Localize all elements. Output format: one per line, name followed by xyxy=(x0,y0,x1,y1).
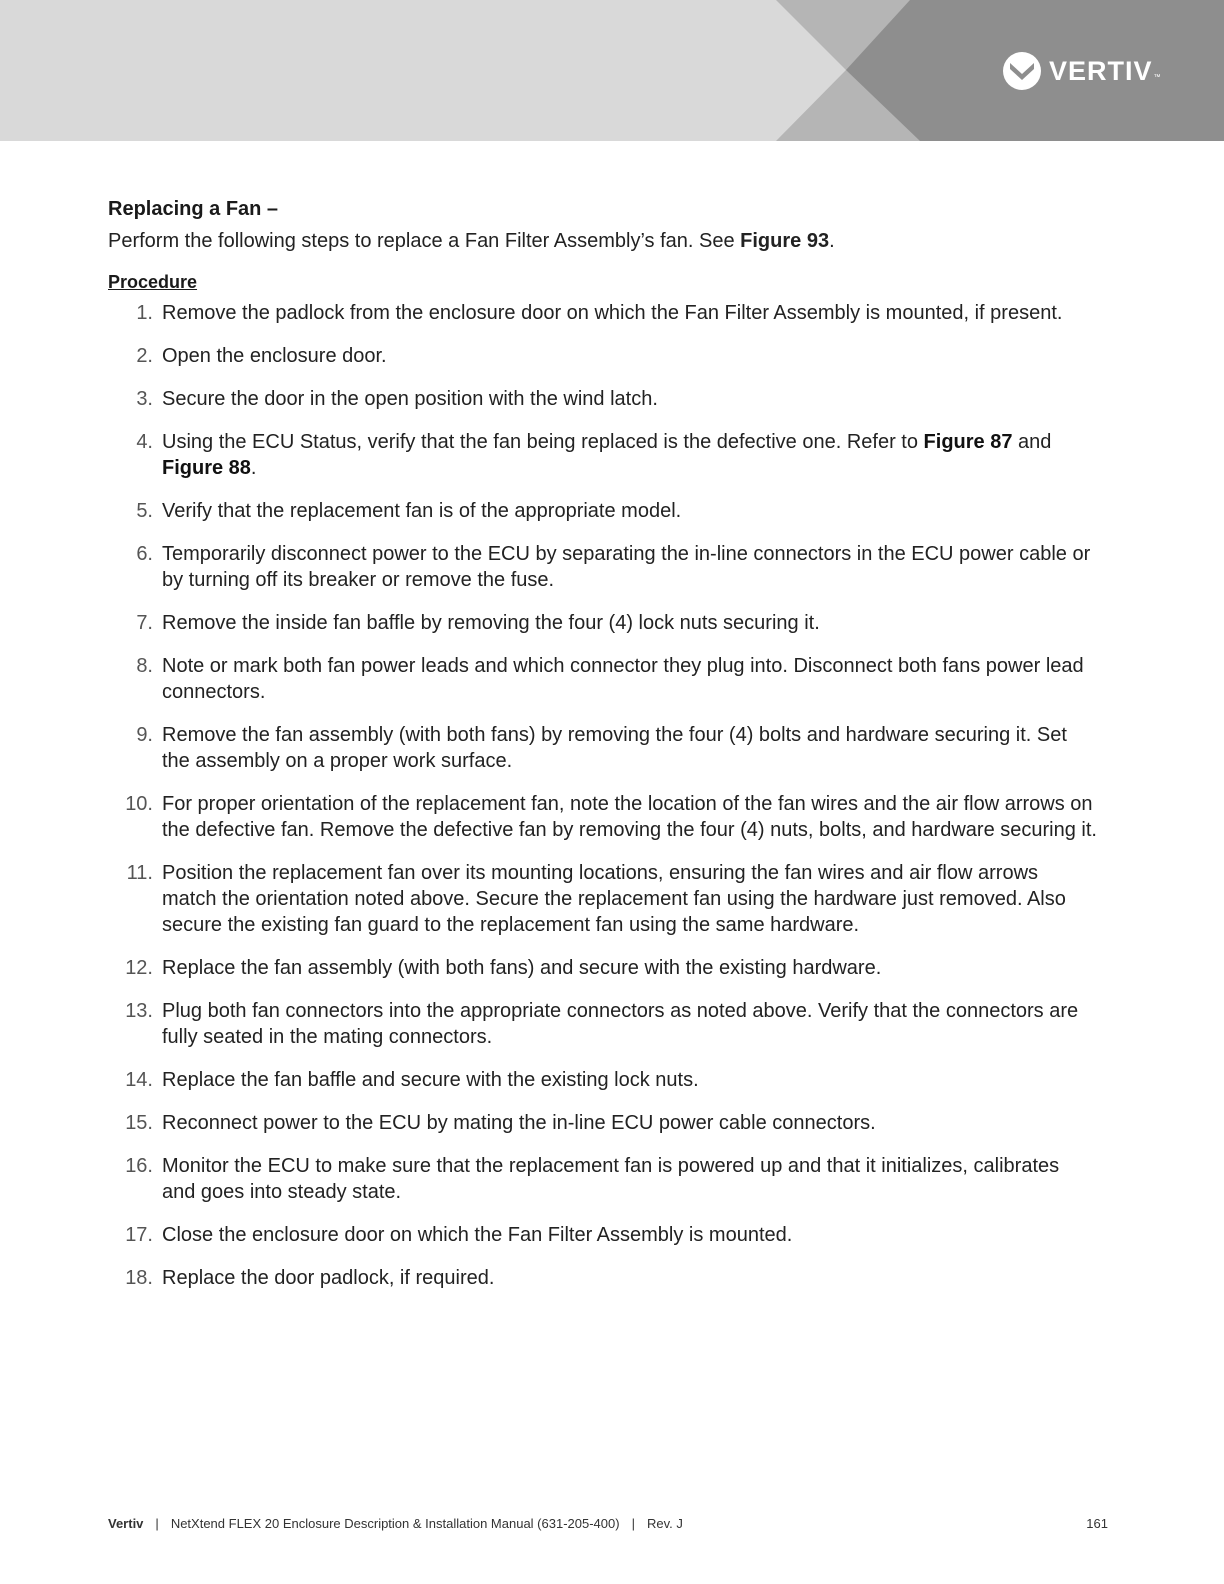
step-text: Replace the door padlock, if required. xyxy=(162,1267,495,1289)
step-number: 11. xyxy=(126,862,153,884)
step-number: 6. xyxy=(136,543,153,565)
step-number: 17. xyxy=(125,1224,153,1246)
footer-revision: Rev. J xyxy=(646,1516,683,1531)
step-number: 18. xyxy=(125,1267,153,1289)
list-item xyxy=(108,722,1108,774)
list-item xyxy=(108,386,1108,412)
vertiv-logo xyxy=(1003,52,1161,90)
step-number: 12. xyxy=(125,957,153,979)
step-number: 16. xyxy=(125,1155,153,1177)
figure-87-reference[interactable]: Figure 87 xyxy=(923,431,1013,453)
step-number: 4. xyxy=(136,431,153,453)
section-title: Replacing a Fan – xyxy=(108,198,279,220)
procedure-steps-list xyxy=(108,300,1108,1291)
list-item xyxy=(108,998,1108,1050)
figure-93-reference[interactable]: Figure 93 xyxy=(740,230,830,252)
logo-wordmark: VERTIV xyxy=(1049,56,1153,86)
step-number: 7. xyxy=(136,612,153,634)
step-text xyxy=(162,429,1108,481)
step-text: Plug both fan connectors into the appropriate connectors as noted above. Verify that the connectors are fully seated in the mating connectors. xyxy=(162,1000,1079,1048)
page-header-band xyxy=(0,0,1224,141)
logo-trademark: ™ xyxy=(1153,74,1161,81)
footer-doc-title: NetXtend FLEX 20 Enclosure Description & Installation Manual (631-205-400) xyxy=(170,1516,620,1531)
step-number: 8. xyxy=(136,655,153,677)
step-number: 9. xyxy=(136,724,153,746)
step-text: Note or mark both fan power leads and which connector they plug into. Disconnect both fans power lead connectors. xyxy=(162,655,1084,703)
list-item xyxy=(108,955,1108,981)
main-content xyxy=(108,196,1108,1308)
list-item xyxy=(108,1222,1108,1248)
list-item xyxy=(108,498,1108,524)
intro-paragraph xyxy=(108,228,1108,254)
step-text-part: Using the ECU Status, verify that the fan being replaced is the defective one. Refer to xyxy=(162,431,924,453)
intro-end: . xyxy=(829,230,835,252)
step-text: Replace the fan baffle and secure with the existing lock nuts. xyxy=(162,1069,699,1091)
list-item xyxy=(108,541,1108,593)
list-item xyxy=(108,1110,1108,1136)
step-number: 2. xyxy=(136,345,153,367)
step-text-part: and xyxy=(1012,431,1052,453)
step-text: Monitor the ECU to make sure that the replacement fan is powered up and that it initializes, calibrates and goes into steady state. xyxy=(162,1155,1060,1203)
step-number: 10. xyxy=(125,793,153,815)
step-text: Close the enclosure door on which the Fan Filter Assembly is mounted. xyxy=(162,1224,793,1246)
footer-brand: Vertiv xyxy=(108,1516,144,1531)
step-text: Replace the fan assembly (with both fans) and secure with the existing hardware. xyxy=(162,957,882,979)
step-text: Remove the padlock from the enclosure door on which the Fan Filter Assembly is mounted, if present. xyxy=(162,302,1063,324)
step-number: 5. xyxy=(136,500,153,522)
step-text: Temporarily disconnect power to the ECU by separating the in-line connectors in the ECU power cable or by turning off its breaker or remove the fuse. xyxy=(162,543,1091,591)
list-item xyxy=(108,653,1108,705)
step-text: Remove the fan assembly (with both fans) by removing the four (4) bolts and hardware securing it. Set the assembly on a proper work surface. xyxy=(162,724,1067,772)
step-text: Remove the inside fan baffle by removing the four (4) lock nuts securing it. xyxy=(162,612,820,634)
step-text: Secure the door in the open position with the wind latch. xyxy=(162,388,658,410)
step-text: Reconnect power to the ECU by mating the in-line ECU power cable connectors. xyxy=(162,1112,876,1134)
step-number: 3. xyxy=(136,388,153,410)
step-number: 14. xyxy=(125,1069,153,1091)
step-number: 1. xyxy=(136,302,153,324)
list-item xyxy=(108,343,1108,369)
footer-separator: | xyxy=(155,1516,159,1531)
vertiv-logo-mark-icon xyxy=(1003,52,1041,90)
list-item xyxy=(108,1153,1108,1205)
step-text: Open the enclosure door. xyxy=(162,345,387,367)
step-text: Verify that the replacement fan is of the appropriate model. xyxy=(162,500,682,522)
page-footer xyxy=(108,1514,1108,1534)
list-item xyxy=(108,1067,1108,1093)
step-text-part: . xyxy=(250,457,257,479)
step-number: 13. xyxy=(125,1000,153,1022)
step-number: 15. xyxy=(125,1112,153,1134)
step-text: For proper orientation of the replacement fan, note the location of the fan wires and the air flow arrows on the defective fan. Remove the defective fan by removing the four (4) nuts, bolts, and hardware securing it. xyxy=(162,793,1097,841)
list-item xyxy=(108,610,1108,636)
step-text: Position the replacement fan over its mounting locations, ensuring the fan wires and air flow arrows match the orientation noted above. Secure the replacement fan using the hardware just removed. Also secure the existing fan guard to the replacement fan using the same hardware. xyxy=(162,862,1066,936)
footer-separator: | xyxy=(631,1516,635,1531)
list-item xyxy=(108,791,1108,843)
page-number: 161 xyxy=(1086,1516,1108,1531)
list-item xyxy=(108,300,1108,326)
list-item xyxy=(108,1265,1108,1291)
intro-text: Perform the following steps to replace a Fan Filter Assembly’s fan. See xyxy=(108,230,741,252)
list-item xyxy=(108,860,1108,938)
procedure-heading: Procedure xyxy=(108,272,198,292)
list-item xyxy=(108,429,1108,481)
figure-88-reference[interactable]: Figure 88 xyxy=(162,457,251,479)
